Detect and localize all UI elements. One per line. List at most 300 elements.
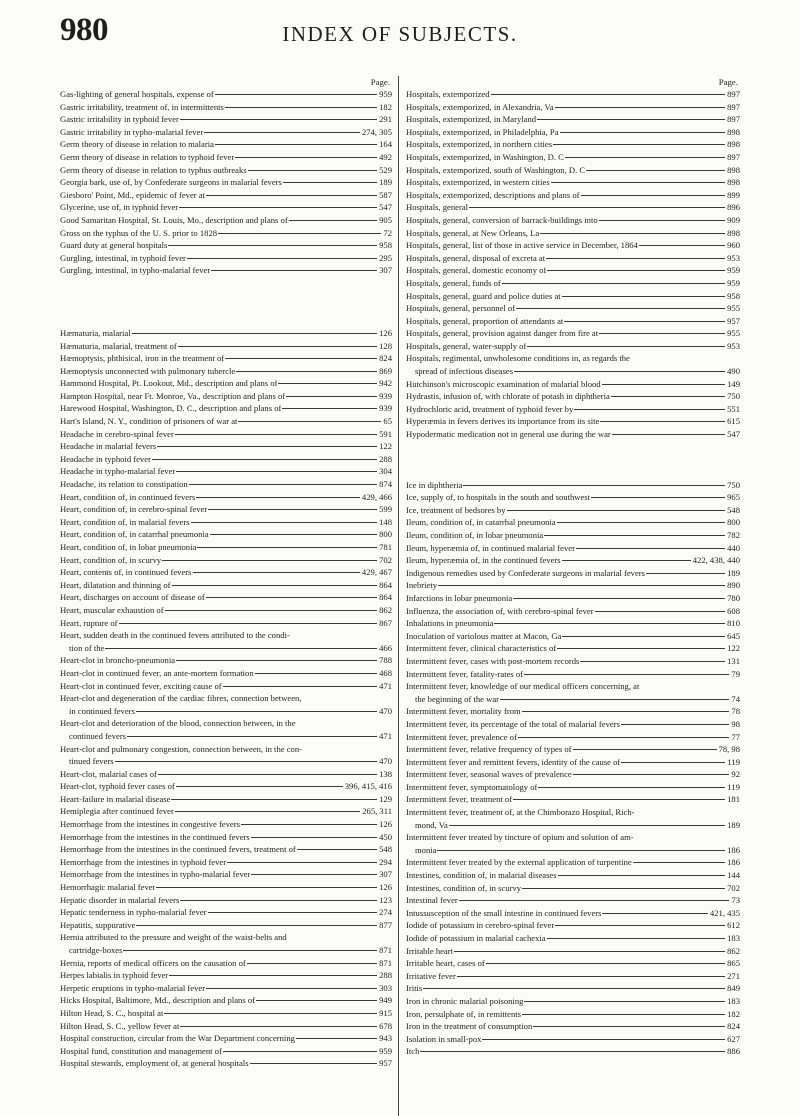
entry-page: 396, 415, 416 — [344, 781, 392, 792]
leader-dots — [197, 547, 377, 548]
entry-row — [60, 1007, 392, 1020]
entry-row — [406, 1045, 740, 1058]
entry-text: Intestinal fever — [406, 895, 458, 906]
leader-dots — [522, 1014, 725, 1015]
index-entry — [406, 882, 740, 895]
entry-text: Intermittent fever, fatality-rates of — [406, 668, 524, 679]
index-entry — [60, 982, 392, 995]
leader-dots — [172, 585, 378, 586]
index-entry — [60, 994, 392, 1007]
index-entry — [406, 542, 740, 555]
entry-page: 73 — [731, 895, 740, 906]
index-entry — [406, 164, 740, 177]
entry-row — [406, 617, 740, 630]
entry-text: Hospitals, extemporized, south of Washington, D. C — [406, 164, 586, 175]
entry-row — [406, 567, 740, 580]
entry-row — [406, 970, 740, 983]
entry-row — [60, 919, 392, 932]
entry-text: Heart, condition of, in scurvy — [60, 554, 162, 565]
leader-dots — [527, 346, 725, 347]
leader-dots — [562, 636, 725, 637]
entry-text: Heart-clot and degeneration of the cardiac fibres, connection between, — [60, 693, 302, 704]
entry-text: Gastric irritability in typhoid fever — [60, 114, 179, 125]
index-entry — [406, 995, 740, 1008]
entry-page: 74 — [731, 693, 740, 704]
index-entry — [60, 604, 392, 617]
entry-text: Hydrastis, infusion of, with chlorate of potash in diphtheria — [406, 391, 610, 402]
leader-dots — [278, 383, 377, 384]
entry-page: 702 — [727, 882, 740, 893]
entry-page: 702 — [379, 554, 392, 565]
entry-text: Hilton Head, S. C., hospital at — [60, 1007, 164, 1018]
entry-row — [406, 315, 740, 328]
entry-row — [406, 882, 740, 895]
index-entry — [60, 113, 392, 126]
entry-page: 183 — [727, 995, 740, 1006]
leader-dots — [576, 548, 725, 549]
entry-page: 548 — [727, 504, 740, 515]
entry-row — [406, 995, 740, 1008]
index-entry — [60, 126, 392, 139]
entry-text: Intermittent fever, symptomatology of — [406, 781, 538, 792]
entry-page: 77 — [731, 731, 740, 742]
entry-row — [406, 277, 740, 290]
entry-row — [406, 945, 740, 958]
entry-row — [406, 227, 740, 240]
entry-text: Heart-clot in continued fever, exciting cause of — [60, 680, 222, 691]
index-entry — [406, 567, 740, 580]
entry-text: Heart-clot in continued fever, an ante-mortem formation — [60, 667, 254, 678]
entry-row — [406, 793, 740, 806]
entry-page: 126 — [379, 882, 392, 893]
entry-text: Intermittent fever, cases with post-mortem records — [406, 655, 580, 666]
entry-page: 181 — [727, 794, 740, 805]
left-column — [60, 76, 392, 1070]
index-entry — [60, 503, 392, 516]
index-entry — [406, 214, 740, 227]
leader-dots — [423, 988, 725, 989]
entry-page: 874 — [379, 479, 392, 490]
leader-dots — [540, 233, 725, 234]
leader-dots — [469, 207, 725, 208]
entry-row — [406, 894, 740, 907]
entry-row — [60, 881, 392, 894]
entry-text: Hospitals, extemporized, in northern cities — [406, 139, 553, 150]
entry-row — [406, 340, 740, 353]
entry-text: spread of infectious diseases — [415, 366, 514, 377]
leader-dots — [599, 333, 725, 334]
entry-page: 678 — [379, 1020, 392, 1031]
index-entry — [60, 189, 392, 202]
entry-text: Georgia bark, use of, by Confederate surgeons in malarial fevers — [60, 177, 282, 188]
entry-page: 897 — [727, 151, 740, 162]
entry-row — [406, 290, 740, 303]
index-entry — [406, 101, 740, 114]
entry-row — [60, 402, 392, 415]
index-entry — [60, 1045, 392, 1058]
leader-dots — [248, 170, 377, 171]
entry-text: Ileum, hyperæmia of, in the continued fevers — [406, 555, 561, 566]
entry-text: Hæmaturia, malarial — [60, 327, 131, 338]
entry-row — [406, 743, 740, 756]
leader-dots — [204, 132, 360, 133]
index-entry — [406, 831, 740, 856]
entry-row — [60, 680, 392, 693]
entry-page: 307 — [379, 869, 392, 880]
leader-dots — [176, 660, 377, 661]
entry-row — [60, 227, 392, 240]
entry-row — [406, 781, 740, 794]
entry-row — [60, 805, 392, 818]
leader-dots — [225, 107, 377, 108]
leader-dots — [223, 686, 377, 687]
entry-row — [406, 655, 740, 668]
entry-text: continued fevers — [69, 730, 127, 741]
entry-text: Headache, its relation to constipation — [60, 479, 188, 490]
entry-row — [406, 378, 740, 391]
leader-dots — [547, 938, 726, 939]
entry-text: Iodide of potassium in malarial cachexia — [406, 933, 546, 943]
index-entry — [406, 680, 740, 705]
leader-dots — [286, 396, 377, 397]
leader-dots — [296, 1038, 377, 1039]
index-entry — [406, 668, 740, 681]
index-entry — [406, 856, 740, 869]
entry-page: 470 — [379, 756, 392, 767]
entry-row — [406, 1008, 740, 1021]
index-entry — [60, 931, 392, 956]
page-number: 980 — [60, 12, 108, 48]
entry-page: 955 — [727, 328, 740, 339]
entry-text: Ice in diphtheria — [406, 479, 463, 490]
leader-dots — [573, 749, 717, 750]
index-entry — [406, 201, 740, 214]
entry-page: 429, 466 — [361, 491, 392, 502]
entry-text: Giesboro' Point, Md., epidemic of fever at — [60, 189, 205, 200]
index-entry — [60, 969, 392, 982]
entry-row — [60, 831, 392, 844]
index-entry — [60, 894, 392, 907]
leader-dots — [165, 610, 378, 611]
entry-row — [60, 176, 392, 189]
index-entry — [60, 629, 392, 654]
entry-page: 864 — [379, 579, 392, 590]
entry-text: Inebriety — [406, 580, 438, 591]
column-divider — [398, 76, 399, 1116]
entry-text: Hospitals, extemporized — [406, 89, 490, 99]
index-entry — [60, 868, 392, 881]
leader-dots — [438, 585, 725, 586]
entry-page: 295 — [379, 252, 392, 263]
index-entry — [60, 465, 392, 478]
entry-page: 148 — [379, 516, 392, 527]
entry-row — [406, 88, 740, 101]
entry-row — [406, 252, 740, 265]
entry-page: 955 — [727, 303, 740, 314]
leader-dots — [557, 648, 725, 649]
entry-text: Heart, condition of, in cerebro-spinal fever — [60, 504, 208, 515]
leader-dots — [179, 207, 377, 208]
index-entry — [60, 680, 392, 693]
entry-text: Intermittent fever, treatment of, at the Chimborazo Hospital, Rich- — [406, 807, 635, 818]
entry-text: Hæmoptysis unconnected with pulmonary tubercle — [60, 365, 236, 376]
entry-row — [406, 138, 740, 151]
index-entry — [406, 516, 740, 529]
entry-text: Hydrochloric acid, treatment of typhoid fever by — [406, 403, 574, 414]
entry-text: Heart, sudden death in the continued fevers attributed to the condi- — [60, 630, 290, 641]
entry-row — [406, 504, 740, 517]
entry-row — [60, 994, 392, 1007]
index-entry — [406, 731, 740, 744]
index-entry — [60, 1007, 392, 1020]
entry-page: 421, 435 — [709, 907, 740, 918]
entry-text: Gurgling, intestinal, in typhoid fever — [60, 252, 186, 263]
leader-dots — [210, 534, 377, 535]
leader-dots — [580, 661, 725, 662]
entry-page: 953 — [727, 340, 740, 351]
index-entry — [406, 352, 740, 377]
leader-dots — [297, 849, 377, 850]
index-entry — [406, 617, 740, 630]
entry-text: Intestines, condition of, in malarial diseases — [406, 870, 557, 881]
leader-dots — [457, 976, 725, 977]
leader-dots — [621, 762, 725, 763]
entry-row — [60, 554, 392, 567]
entry-text: Intermittent fever, clinical characteristics of — [406, 643, 557, 654]
entry-text: Ileum, hyperæmia of, in continued malarial fever — [406, 542, 575, 553]
entry-row — [60, 818, 392, 831]
entry-row — [60, 617, 392, 630]
entry-page: 79 — [731, 668, 740, 679]
leader-dots — [522, 711, 730, 712]
index-entry — [60, 101, 392, 114]
index-entry — [60, 881, 392, 894]
entry-page: 529 — [379, 164, 392, 175]
entry-row — [60, 856, 392, 869]
entry-text: Intermittent fever, knowledge of our medical officers concerning, at — [406, 681, 640, 692]
entry-row — [60, 957, 392, 970]
entry-text: Hospital fund, constitution and management of — [60, 1045, 222, 1056]
entry-page: 587 — [379, 189, 392, 200]
entry-text: Hemorrhage from the intestines in typhoid fever — [60, 856, 227, 867]
entry-text: monia — [415, 844, 437, 855]
entry-page: 123 — [379, 894, 392, 905]
entry-row — [406, 327, 740, 340]
leader-dots — [193, 572, 360, 573]
index-entry — [406, 504, 740, 517]
entry-text: Headache in malarial fevers — [60, 441, 157, 452]
entry-row — [60, 642, 392, 655]
entry-page: 119 — [727, 756, 740, 767]
entry-page: 800 — [379, 529, 392, 540]
entry-row — [60, 667, 392, 680]
entry-text: Hospitals, extemporized, in Philadelphia, Pa — [406, 126, 559, 137]
index-entry — [406, 630, 740, 643]
leader-dots — [551, 182, 725, 183]
entry-page: 781 — [379, 542, 392, 552]
entry-page: 645 — [727, 630, 740, 641]
entry-page: 959 — [727, 265, 740, 276]
leader-dots — [238, 421, 381, 422]
entry-row — [406, 756, 740, 769]
leader-dots — [514, 371, 725, 372]
index-entry — [60, 667, 392, 680]
leader-dots — [236, 371, 377, 372]
entry-row — [60, 214, 392, 227]
index-entry — [60, 566, 392, 579]
entry-row — [406, 239, 740, 252]
index-entry — [60, 528, 392, 541]
entry-row — [60, 843, 392, 856]
entry-row — [406, 516, 740, 529]
leader-dots — [227, 862, 377, 863]
index-entry — [406, 302, 740, 315]
entry-page: 849 — [727, 983, 740, 994]
entry-row — [406, 630, 740, 643]
leader-dots — [169, 975, 377, 976]
leader-dots — [621, 724, 729, 725]
entry-page: 128 — [379, 340, 392, 351]
entry-text: Irritable heart — [406, 945, 453, 956]
entry-row — [406, 592, 740, 605]
entry-text: Heart-failure in malarial disease — [60, 793, 171, 804]
index-entry — [406, 806, 740, 831]
page-title: INDEX OF SUBJECTS. — [282, 22, 518, 46]
leader-dots — [178, 346, 377, 347]
index-entry — [406, 403, 740, 416]
index-entry — [60, 856, 392, 869]
entry-row — [406, 693, 740, 706]
entry-page: 131 — [727, 655, 740, 666]
index-entry — [406, 113, 740, 126]
leader-dots — [164, 1013, 377, 1014]
leader-dots — [283, 182, 377, 183]
index-entry — [406, 1033, 740, 1046]
index-entry — [406, 932, 740, 945]
leader-dots — [132, 333, 377, 334]
leader-dots — [599, 220, 725, 221]
entry-row — [60, 440, 392, 453]
entry-page: 909 — [727, 214, 740, 225]
entry-row — [60, 793, 392, 806]
entry-text: Hemorrhage from the intestines in typho-malarial fever — [60, 869, 251, 880]
entry-row — [406, 768, 740, 781]
entry-row — [60, 264, 392, 277]
index-entry — [60, 138, 392, 151]
leader-dots — [136, 925, 377, 926]
entry-page: 862 — [727, 945, 740, 956]
leader-dots — [612, 434, 725, 435]
entry-row — [406, 365, 740, 378]
entry-page: 896 — [727, 202, 740, 213]
leader-dots — [533, 1026, 725, 1027]
page-column-label: Page. — [718, 77, 738, 87]
entry-text: Hospitals, general, list of those in active service in December, 1864 — [406, 240, 638, 251]
entry-text: Ileum, condition of, in lobar pneumonia — [406, 530, 544, 540]
entry-row — [60, 969, 392, 982]
page-column-label: Page. — [370, 77, 390, 87]
index-entry — [406, 982, 740, 995]
entry-row — [60, 768, 392, 781]
entry-row — [406, 491, 740, 504]
entry-page: 867 — [379, 617, 392, 628]
entry-text: Hemorrhage from the intestines in the continued fevers, treatment of — [60, 844, 296, 855]
leader-dots — [557, 522, 725, 523]
entry-row — [60, 1057, 392, 1070]
entry-text: Intermittent fever treated by the external application of turpentine — [406, 857, 632, 868]
entry-text: Hypodermatic medication not in general use during the war — [406, 429, 611, 440]
entry-text: Hospitals, regimental, unwholesome conditions in, as regards the — [406, 353, 630, 364]
entry-text: Harewood Hospital, Washington, D. C., description and plans of — [60, 403, 282, 414]
entry-row — [406, 479, 740, 492]
index-entry — [406, 592, 740, 605]
entry-page: 877 — [379, 919, 392, 930]
entry-text: Hospitals, extemporized, in Washington, D. C — [406, 151, 564, 162]
leader-dots — [513, 799, 725, 800]
entry-row — [60, 478, 392, 491]
entry-page: 303 — [379, 982, 392, 993]
leader-dots — [215, 94, 377, 95]
index-entry — [406, 529, 740, 542]
entry-text: tion of the — [69, 642, 105, 653]
entry-text: Heart, condition of, in continued fevers — [60, 491, 196, 502]
leader-dots — [562, 560, 691, 561]
leader-dots — [247, 963, 377, 964]
entry-text: Heart, condition of, in catarrhal pneumonia — [60, 529, 209, 540]
leader-dots — [225, 358, 377, 359]
index-entry — [406, 579, 740, 592]
index-entry — [406, 428, 740, 441]
entry-row — [60, 239, 392, 252]
leader-dots — [595, 611, 726, 612]
leader-dots — [500, 699, 729, 700]
index-entry — [406, 554, 740, 567]
entry-row — [406, 907, 740, 920]
index-entry — [60, 617, 392, 630]
entry-row — [60, 113, 392, 126]
index-entry — [60, 805, 392, 818]
entry-row — [60, 591, 392, 604]
index-entry — [60, 164, 392, 177]
entry-row — [60, 528, 392, 541]
entry-page: 943 — [379, 1033, 392, 1044]
entry-text: Hospitals, general, proportion of attendants at — [406, 315, 564, 326]
entry-row — [60, 1045, 392, 1058]
entry-page: 957 — [379, 1058, 392, 1069]
leader-dots — [127, 736, 377, 737]
entry-text: Heart-clot and deterioration of the blood, connection between, in the — [60, 718, 296, 729]
entry-page: 915 — [379, 1007, 392, 1018]
entry-text: Hospitals, general, guard and police duties at — [406, 290, 561, 301]
index-entry — [406, 907, 740, 920]
entry-page: 780 — [727, 592, 740, 603]
leader-dots — [639, 245, 725, 246]
entry-page: 471 — [379, 730, 392, 741]
entry-text: Iron in the treatment of consumption — [406, 1021, 533, 1032]
entry-row — [60, 327, 392, 340]
index-entry — [406, 277, 740, 290]
entry-text: Iron in chronic malarial poisoning — [406, 995, 524, 1006]
entry-page: 149 — [727, 378, 740, 389]
entry-text: Hicks Hospital, Baltimore, Md., description and plans of — [60, 995, 256, 1006]
index-entry — [60, 818, 392, 831]
entry-page: 547 — [379, 202, 392, 213]
entry-row — [406, 869, 740, 882]
entry-text: Hepatic tenderness in typho-malarial fever — [60, 907, 207, 918]
entry-text: Intermittent fever treated by tincture of opium and solution of am- — [406, 832, 634, 843]
leader-dots — [482, 1039, 725, 1040]
entry-text: Hospitals, general, provision against danger from fire at — [406, 328, 599, 339]
